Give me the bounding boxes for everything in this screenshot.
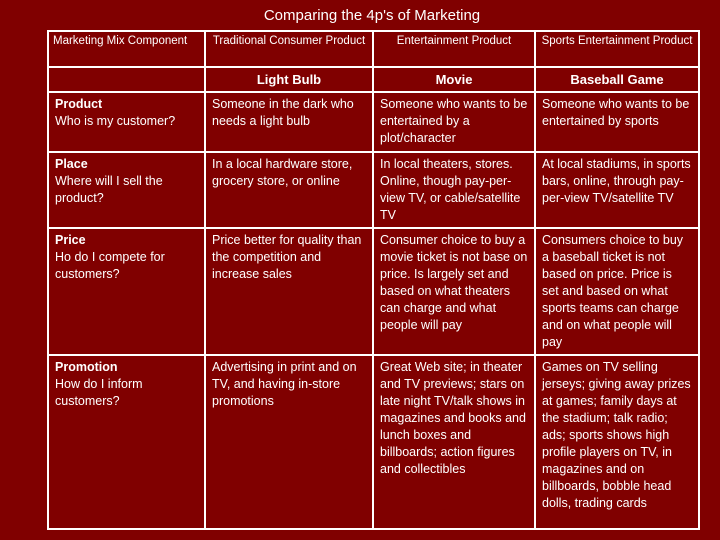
table-cell: Games on TV selling jerseys; giving away prizes at games; family days at the stadium; talk radio; ads; sports shows high profile players on TV, in magazines and on billboards, bobble head dolls, trading cards	[535, 355, 699, 529]
table-row	[48, 92, 699, 152]
row-label: Promotion	[55, 360, 118, 374]
row-label: Price	[55, 233, 86, 247]
row-header	[48, 355, 205, 529]
table-row	[48, 228, 699, 355]
row-header	[48, 152, 205, 228]
row-header	[48, 92, 205, 152]
table-cell: Consumer choice to buy a movie ticket is not base on price. Is largely set and based on what theaters can charge and what people will pay	[373, 228, 535, 355]
row-label: Place	[55, 157, 88, 171]
example-cell	[48, 67, 205, 92]
header-cell: Sports Entertainment Product	[535, 31, 699, 67]
example-cell: Light Bulb	[205, 67, 373, 92]
table-cell: In local theaters, stores. Online, though pay-per-view TV, or cable/satellite TV	[373, 152, 535, 228]
example-cell: Movie	[373, 67, 535, 92]
table-cell: Someone in the dark who needs a light bulb	[205, 92, 373, 152]
marketing-mix-table	[47, 30, 700, 530]
row-question: Who is my customer?	[55, 114, 176, 128]
table-cell: Advertising in print and on TV, and having in-store promotions	[205, 355, 373, 529]
example-cell: Baseball Game	[535, 67, 699, 92]
slide-title: Comparing the 4p's of Marketing	[263, 7, 481, 24]
table-cell: Price better for quality than the competition and increase sales	[205, 228, 373, 355]
example-row	[48, 67, 699, 92]
table-cell: Great Web site; in theater and TV previews; stars on late night TV/talk shows in magazines and books and lunch boxes and billboards; action figures and collectibles	[373, 355, 535, 529]
table-row	[48, 152, 699, 228]
header-row	[48, 31, 699, 67]
table-cell: Consumers choice to buy a baseball ticket is not based on price. Price is set and based on what sports teams can charge and on what people will pay	[535, 228, 699, 355]
header-cell: Entertainment Product	[373, 31, 535, 67]
row-question: Where will I sell the product?	[55, 174, 163, 205]
table-cell: Someone who wants to be entertained by a plot/character	[373, 92, 535, 152]
table-cell: At local stadiums, in sports bars, online, through pay-per-view TV/satellite TV	[535, 152, 699, 228]
row-label: Product	[55, 97, 103, 111]
table-cell: Someone who wants to be entertained by sports	[535, 92, 699, 152]
table-cell: In a local hardware store, grocery store, or online	[205, 152, 373, 228]
row-header	[48, 228, 205, 355]
row-question: How do I inform customers?	[55, 377, 143, 408]
table-row	[48, 355, 699, 529]
header-cell: Traditional Consumer Product	[205, 31, 373, 67]
header-cell: Marketing Mix Component	[48, 31, 205, 67]
row-question: Ho do I compete for customers?	[55, 250, 165, 281]
